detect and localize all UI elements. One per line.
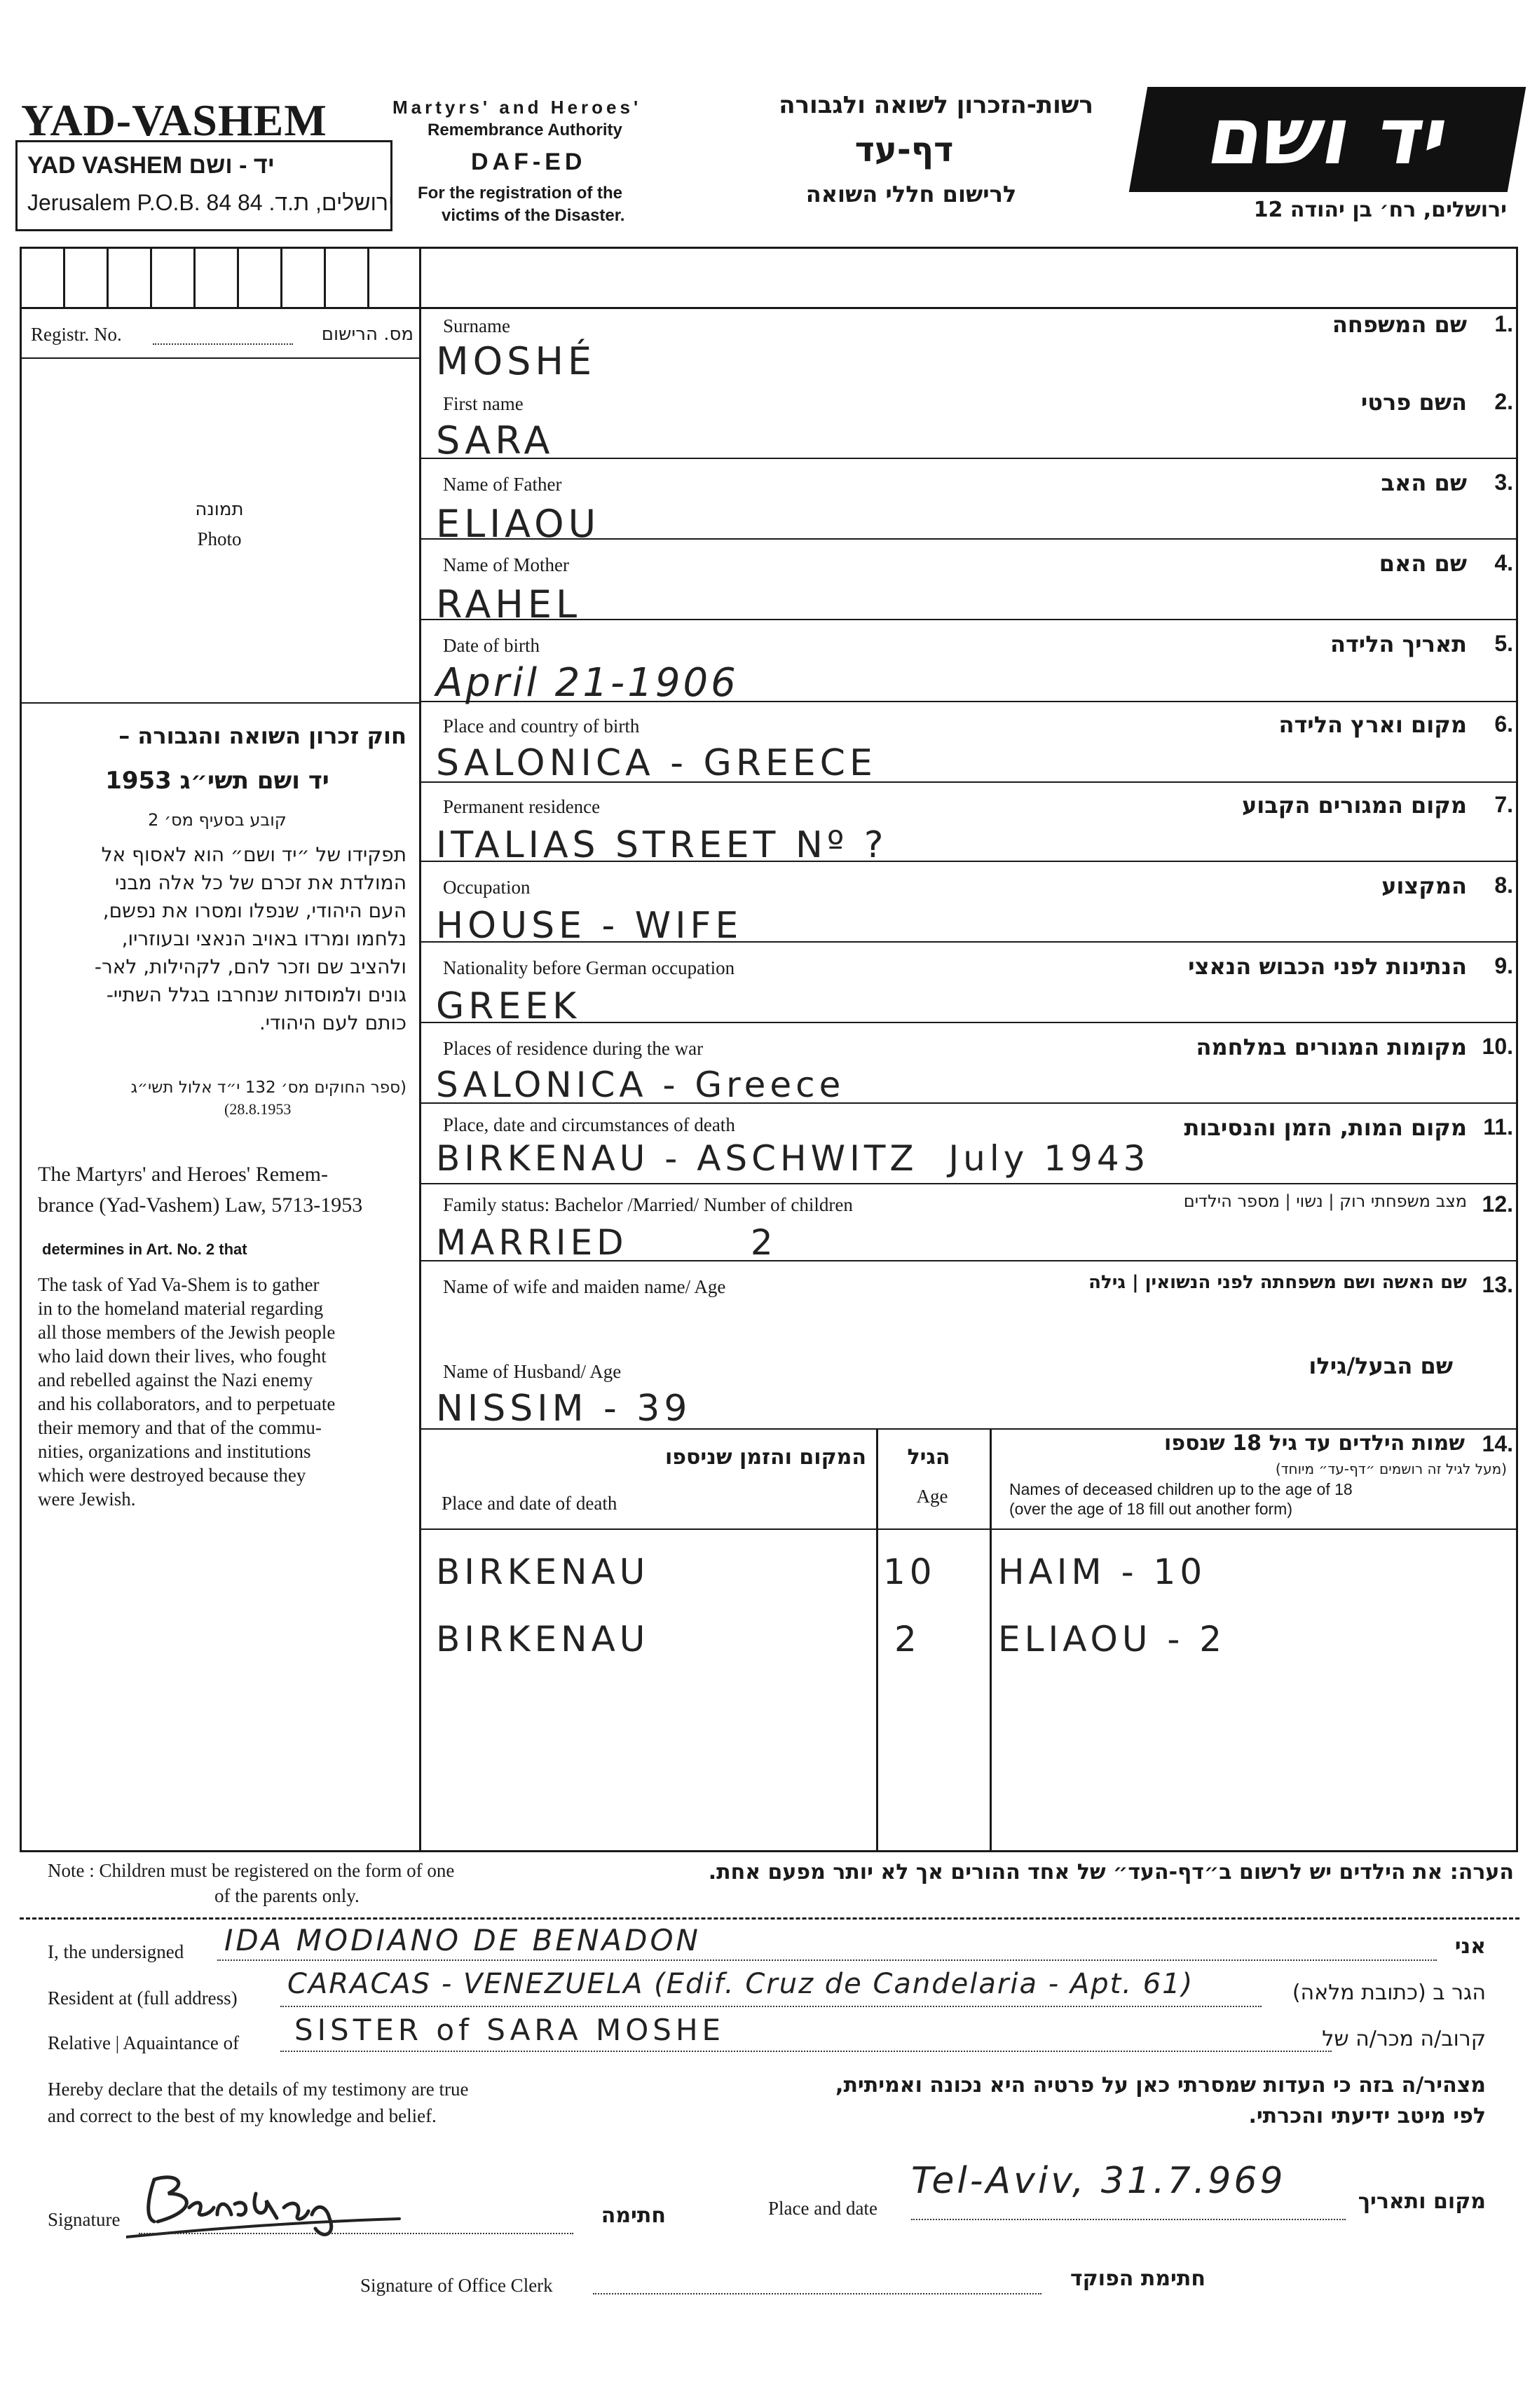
law-heb-line: ולהציב שם וזכר להם, לקהילות, לאר- xyxy=(94,955,407,978)
field-number: 2. xyxy=(1494,389,1513,414)
field-number: 13. xyxy=(1482,1272,1513,1297)
law-title-heb: חוק זכרון השואה והגבורה – xyxy=(118,723,407,749)
field-value: ITALIAS STREET Nº ? xyxy=(436,824,888,866)
task-line: and his collaborators, and to perpetuate xyxy=(38,1393,336,1414)
note-section xyxy=(42,1850,1514,1913)
field-label: Name of Mother xyxy=(443,554,569,575)
field-first-name xyxy=(421,389,1516,463)
field-label: Name of Father xyxy=(443,474,562,495)
field-date-of-birth xyxy=(421,631,1516,706)
field-death xyxy=(421,1114,1516,1183)
field-label: Name of Husband/ Age xyxy=(443,1361,622,1382)
field-heb: השם פרטי xyxy=(1360,389,1467,416)
field-label: Date of birth xyxy=(443,635,540,656)
top-border xyxy=(20,247,1518,249)
field-label: Family status: Bachelor /Married/ Number of children xyxy=(443,1194,853,1215)
stamp-line1: YAD VASHEM יד - ושם xyxy=(27,152,275,179)
relative-line xyxy=(280,2051,1332,2052)
children-title-heb: שמות הילדים עד גיל 18 שנספו xyxy=(1164,1431,1465,1456)
field-label: Name of wife and maiden name/ Age xyxy=(443,1276,726,1297)
child-place: BIRKENAU xyxy=(436,1619,650,1660)
logo-text: יד ושם xyxy=(1201,91,1455,182)
field-value: SALONICA - Greece xyxy=(436,1065,845,1105)
field-value: SALONICA - GREECE xyxy=(436,742,877,784)
registr-no-heb: מס. הרישום xyxy=(321,324,414,345)
law-heb-line: כותם לעם היהודי. xyxy=(259,1011,407,1034)
header xyxy=(0,0,1537,231)
field-value: MARRIED 2 xyxy=(436,1222,777,1263)
children-table xyxy=(421,1428,1516,1852)
law-en-line2: brance (Yad-Vashem) Law, 5713-1953 xyxy=(38,1193,363,1217)
field-number: 4. xyxy=(1494,550,1513,575)
task-text xyxy=(38,1273,416,1511)
law-heb-line: המולדת את זכרם של כל אלה מבני xyxy=(114,871,407,894)
determines-line: determines in Art. No. 2 that xyxy=(42,1240,247,1258)
signature-image xyxy=(126,2152,407,2243)
registration-line1: For the registration of the xyxy=(418,184,623,203)
registration-line2: victims of the Disaster. xyxy=(442,206,625,225)
field-heb: שם הבעל/גילו xyxy=(1309,1353,1453,1379)
field-value: SARA xyxy=(436,418,554,463)
undersigned-line xyxy=(217,1959,1437,1961)
child-age: 10 xyxy=(883,1552,936,1592)
field-heb: מקומות המגורים במלחמה xyxy=(1196,1034,1467,1060)
relative-label: Relative | Aquaintance of xyxy=(48,2032,240,2053)
law-heb-line: גונים ולמוסדות שנחרבו בגלל השתיי- xyxy=(106,983,407,1006)
place-date-value: Tel-Aviv, 31.7.969 xyxy=(911,2160,1286,2202)
field-heb: שם האשה ושם משפחתה לפני הנשואין | גילה xyxy=(1088,1272,1467,1293)
note-en-line2: of the parents only. xyxy=(214,1885,360,1906)
child-name: HAIM - 10 xyxy=(998,1552,1207,1592)
relative-heb: קרוב/ה מכר/ה של xyxy=(1322,2027,1486,2051)
task-line: in to the homeland material regarding xyxy=(38,1298,324,1319)
field-number: 7. xyxy=(1494,792,1513,817)
heb-daf-ed: דף-עד xyxy=(854,130,954,170)
children-names-label1: Names of deceased children up to the age of 18 xyxy=(1009,1480,1353,1498)
field-mother xyxy=(421,550,1516,627)
law-heb-line: תפקידו של ״יד ושם״ הוא לאסוף אל xyxy=(101,843,407,866)
field-place-of-birth xyxy=(421,711,1516,784)
field-value: ELIAOU xyxy=(436,502,601,546)
signature-label: Signature xyxy=(48,2209,121,2230)
field-family-status xyxy=(421,1191,1516,1263)
resident-label: Resident at (full address) xyxy=(48,1988,238,2009)
task-line: nities, organizations and institutions xyxy=(38,1441,311,1462)
field-heb: מצב משפחתי רוק | נשוי | מספר הילדים xyxy=(1183,1191,1467,1211)
field-value: BIRKENAU - ASCHWITZ July 1943 xyxy=(436,1138,1150,1179)
declaration-section xyxy=(0,1920,1537,2404)
heb-registration: לרישום חללי השואה xyxy=(805,181,1017,207)
clerk-line xyxy=(593,2293,1041,2294)
age-heb: הגיל xyxy=(907,1445,950,1470)
yad-vashem-logo xyxy=(1129,87,1526,192)
field-surname xyxy=(421,308,1516,389)
registr-no-label: Registr. No. xyxy=(31,324,122,345)
stamp-line2: Jerusalem P.O.B. 84 ירושלים, ת.ד. 84 xyxy=(27,190,395,215)
field-value: April 21-1906 xyxy=(436,660,739,706)
daf-ed-title: DAF-ED xyxy=(471,149,587,175)
signature-line xyxy=(139,2233,573,2234)
task-line: and rebelled against the Nazi enemy xyxy=(38,1369,313,1390)
field-label: Occupation xyxy=(443,877,531,898)
note-en-line1: Note : Children must be registered on the form of one xyxy=(48,1860,455,1881)
task-line: were Jewish. xyxy=(38,1489,136,1510)
law-source-heb: (ספר החוקים מס׳ 132 י״ד אלול תשי״ג xyxy=(130,1079,407,1097)
signature-heb: חתימה xyxy=(601,2203,666,2228)
resident-value: CARACAS - VENEZUELA (Edif. Cruz de Candelaria - Apt. 61) xyxy=(287,1968,1194,2000)
note-heb: הערה: את הילדים יש לרשום ב״דף-העד״ של אחד ההורים אך לא יותר מפעם אחת. xyxy=(708,1860,1514,1884)
field-value: RAHEL xyxy=(436,582,582,627)
children-names-label2: (over the age of 18 fill out another form) xyxy=(1009,1500,1292,1518)
registr-no-dots xyxy=(153,343,293,345)
law-heb-line: העם היהודי, שנפלו ומסרו את נפשם, xyxy=(102,899,407,922)
place-date-label: Place and date xyxy=(768,2198,877,2219)
right-border xyxy=(1516,247,1518,1852)
field-heb: שם האב xyxy=(1381,470,1467,496)
children-sub-heb: (מעל לגיל זה רושמים ״דף-עד״ מיוחד) xyxy=(1275,1460,1507,1477)
field-value: MOSHÉ xyxy=(436,339,596,383)
hereby-line1: Hereby declare that the details of my testimony are true xyxy=(48,2079,469,2100)
heb-address: ירושלים, רח׳ בן יהודה 12 xyxy=(1253,198,1507,222)
field-number: 8. xyxy=(1494,873,1513,898)
law-en-line1: The Martyrs' and Heroes' Remem- xyxy=(38,1163,329,1186)
field-heb: מקום המות, הזמן והנסיבות xyxy=(1184,1114,1467,1141)
field-heb: הנתינות לפני הכבוש הנאצי xyxy=(1188,953,1467,980)
left-border xyxy=(20,247,22,310)
child-age: 2 xyxy=(894,1619,921,1660)
field-number: 9. xyxy=(1494,953,1513,978)
field-permanent-residence xyxy=(421,792,1516,866)
heb-declaration-line1: מצהיר/ה בזה כי העדות שמסרתי כאן על פרטיה היא נכונה ואמיתית, xyxy=(835,2073,1486,2098)
field-label: Place, date and circumstances of death xyxy=(443,1114,735,1135)
law-article-heb: קובע בסעיף מס׳ 2 xyxy=(148,810,287,830)
child-row-1 xyxy=(421,1552,1516,1608)
field-wartime-residence xyxy=(421,1034,1516,1105)
field-father xyxy=(421,470,1516,546)
heb-declaration-line2: לפי מיטב ידיעתי והכרתי. xyxy=(1248,2104,1486,2128)
undersigned-label: I, the undersigned xyxy=(48,1941,184,1962)
field-husband xyxy=(421,1353,1516,1430)
heb-authority: רשות-הזכרון לשואה ולגבורה xyxy=(779,91,1093,119)
field-wife-name xyxy=(421,1272,1516,1341)
field-number: 6. xyxy=(1494,711,1513,737)
field-label: Places of residence during the war xyxy=(443,1038,704,1059)
relative-value: SISTER of SARA MOSHE xyxy=(294,2013,725,2047)
task-line: which were destroyed because they xyxy=(38,1465,306,1486)
photo-label-heb: תמונה xyxy=(195,499,244,520)
authority-line1: Martyrs' and Heroes' xyxy=(392,97,642,118)
task-line: who laid down their lives, who fought xyxy=(38,1346,327,1367)
undersigned-heb: אני xyxy=(1454,1934,1486,1959)
photo-label: Photo xyxy=(197,528,242,549)
place-date-heb: מקום ותאריך xyxy=(1358,2189,1486,2214)
task-line: their memory and that of the commu- xyxy=(38,1417,322,1438)
field-number: 5. xyxy=(1494,631,1513,656)
field-heb: שם האם xyxy=(1379,550,1467,577)
task-line: The task of Yad Va-Shem is to gather xyxy=(38,1274,320,1295)
field-value: GREEK xyxy=(436,985,581,1027)
clerk-heb: חתימת הפוקד xyxy=(1070,2266,1205,2291)
field-heb: מקום המגורים הקבוע xyxy=(1241,792,1467,819)
field-label: Permanent residence xyxy=(443,796,601,817)
law-heb-line: נלחמו ומרדו באויב הנאצי ובעוזריו, xyxy=(121,927,407,950)
field-heb: מקום וארץ הלידה xyxy=(1278,711,1467,738)
field-number: 3. xyxy=(1494,470,1513,495)
child-place: BIRKENAU xyxy=(436,1552,650,1592)
field-nationality xyxy=(421,953,1516,1027)
field-number: 11. xyxy=(1483,1114,1513,1140)
field-occupation xyxy=(421,873,1516,947)
field-label: Nationality before German occupation xyxy=(443,957,735,978)
field-number: 12. xyxy=(1482,1191,1513,1217)
field-heb: שם המשפחה xyxy=(1332,311,1467,338)
photo-area xyxy=(20,359,419,702)
place-date-line xyxy=(911,2219,1346,2220)
signature-scribble xyxy=(126,2152,407,2243)
task-line: all those members of the Jewish people xyxy=(38,1322,336,1343)
undersigned-value: IDA MODIANO DE BENADON xyxy=(224,1923,701,1957)
field-label: Place and country of birth xyxy=(443,716,640,737)
hereby-line2: and correct to the best of my knowledge and belief. xyxy=(48,2105,437,2126)
field-value: HOUSE - WIFE xyxy=(436,905,743,947)
law-text-heb xyxy=(28,841,407,1037)
law-date: (28.8.1953 xyxy=(224,1100,292,1118)
field-number: 1. xyxy=(1494,311,1513,336)
place-label: Place and date of death xyxy=(442,1493,617,1514)
field-label: Surname xyxy=(443,315,510,336)
field-heb: המקצוע xyxy=(1381,873,1467,899)
resident-heb: הגר ב (כתובת מלאה) xyxy=(1292,1981,1486,2005)
office-stamp xyxy=(15,140,395,231)
children-number: 14. xyxy=(1482,1431,1513,1456)
authority-line2: Remembrance Authority xyxy=(428,121,622,139)
clerk-label: Signature of Office Clerk xyxy=(360,2275,553,2296)
note-divider xyxy=(20,1917,1519,1920)
age-label: Age xyxy=(916,1486,948,1507)
field-number: 10. xyxy=(1482,1034,1513,1059)
place-heb: המקום והזמן שניספו xyxy=(664,1445,866,1470)
field-value: NISSIM - 39 xyxy=(436,1388,692,1430)
child-name: ELIAOU - 2 xyxy=(998,1619,1227,1660)
resident-line xyxy=(280,2006,1262,2007)
field-heb: תאריך הלידה xyxy=(1330,631,1467,657)
yad-vashem-title: YAD-VASHEM xyxy=(21,95,327,145)
field-label: First name xyxy=(443,393,524,414)
law-year-heb: יד ושם תשי״ג 1953 xyxy=(105,767,329,795)
child-row-2 xyxy=(421,1619,1516,1675)
